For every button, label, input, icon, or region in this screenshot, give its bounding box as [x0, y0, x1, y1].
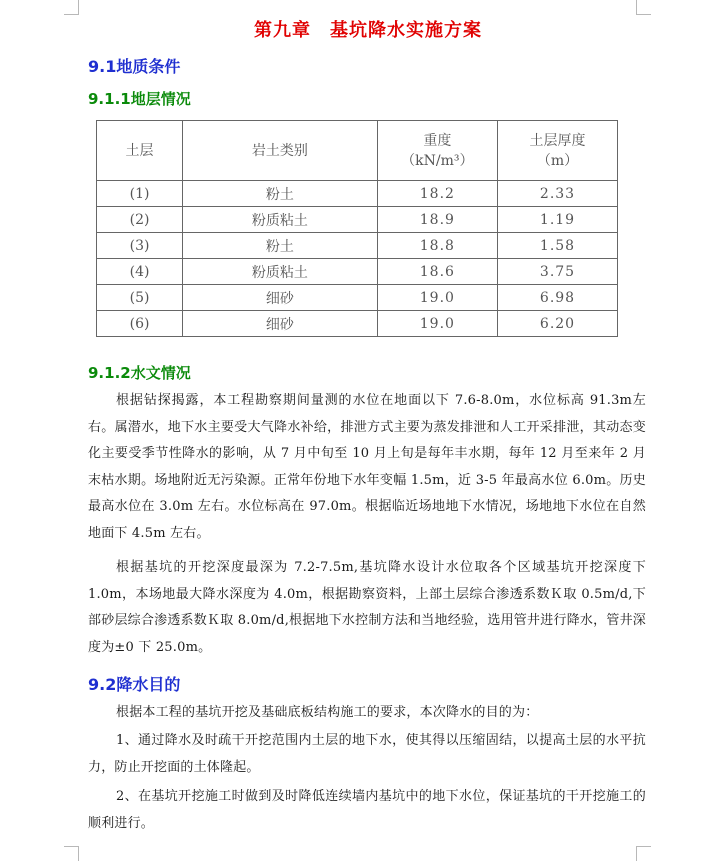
cell-density: 18.6	[377, 259, 497, 285]
table-row	[97, 259, 618, 285]
cell-density: 18.2	[377, 181, 497, 207]
cell-thickness: 2.33	[498, 181, 618, 207]
cell-layer: (3)	[97, 233, 183, 259]
cell-layer: (6)	[97, 311, 183, 337]
cell-density: 18.9	[377, 207, 497, 233]
cell-type: 粉土	[183, 233, 378, 259]
header-rock-type: 岩土类别	[183, 121, 378, 181]
section-heading-geology: 9.1地质条件	[88, 57, 181, 76]
cell-layer: (2)	[97, 207, 183, 233]
header-density-unit: （kN/m³）	[401, 152, 474, 169]
cell-density: 18.8	[377, 233, 497, 259]
cell-layer: (5)	[97, 285, 183, 311]
cell-thickness: 1.58	[498, 233, 618, 259]
cell-type: 粉质粘土	[183, 259, 378, 285]
cell-layer: (4)	[97, 259, 183, 285]
header-thickness-label: 土层厚度	[529, 132, 586, 149]
header-layer: 土层	[97, 121, 183, 181]
subsection-heading-hydrology: 9.1.2水文情况	[88, 364, 191, 382]
paragraph-purpose-intro: 根据本工程的基坑开挖及基础底板结构施工的要求，本次降水的目的为：	[116, 705, 539, 720]
cell-density: 19.0	[377, 285, 497, 311]
paragraph-purpose-2: 2、在基坑开挖施工时做到及时降低连续墙内基坑中的地下水位，保证基坑的干开挖施工的顺利进行。	[88, 789, 646, 831]
table-row	[97, 285, 618, 311]
cell-density: 19.0	[377, 311, 497, 337]
cell-type: 粉土	[183, 181, 378, 207]
strata-table	[96, 120, 618, 337]
header-thickness	[498, 121, 618, 181]
cell-type: 细砂	[183, 285, 378, 311]
header-density	[377, 121, 497, 181]
cell-type: 粉质粘土	[183, 207, 378, 233]
margin-corner-top-left	[64, 0, 79, 15]
table-row	[97, 207, 618, 233]
paragraph-hydrology-1: 根据钻探揭露，本工程勘察期间量测的水位在地面以下 7.6-8.0m，水位标高 91.3m左右。属潜水，地下水主要受大气降水补给，排泄方式主要为蒸发排泄和人工开采排泄，其动态变化主要受季节性降水的影响，从 7 月中旬至 10 月上旬是每年丰水期，每年 12 月至来年 2 月末枯水期。场地附近无污染源。正常年份地下水年变幅 1.5m，近 3-5 年最高水位 6.0m。历史最高水位在 3.0m 左右。水位标高在 97.0m。根据临近场地地下水情况，场地地下水位在自然地面下 4.5m 左右。	[88, 393, 646, 541]
cell-thickness: 1.19	[498, 207, 618, 233]
table-row	[97, 233, 618, 259]
cell-layer: (1)	[97, 181, 183, 207]
section-heading-dewatering-purpose: 9.2降水目的	[88, 675, 181, 694]
paragraph-hydrology-2: 根据基坑的开挖深度最深为 7.2-7.5m,基坑降水设计水位取各个区域基坑开挖深度下1.0m，本场地最大降水深度为 4.0m，根据勘察资料，上部土层综合渗透系数Ｋ取 0.5m/d,下部砂层综合渗透系数Ｋ取 8.0m/d,根据地下水控制方法和当地经验，选用管井进行降水，管井深度为±0 下 25.0m。	[88, 560, 646, 655]
cell-type: 细砂	[183, 311, 378, 337]
cell-thickness: 6.20	[498, 311, 618, 337]
subsection-heading-strata: 9.1.1地层情况	[88, 90, 191, 108]
margin-corner-top-right	[636, 0, 651, 15]
paragraph-purpose-1: 1、通过降水及时疏干开挖范围内土层的地下水，使其得以压缩固结，以提高土层的水平抗力，防止开挖面的土体隆起。	[88, 733, 646, 775]
table-row	[97, 181, 618, 207]
cell-thickness: 6.98	[498, 285, 618, 311]
header-thickness-unit: （m）	[536, 152, 579, 169]
table-row	[97, 311, 618, 337]
cell-thickness: 3.75	[498, 259, 618, 285]
chapter-title: 第九章 基坑降水实施方案	[254, 20, 482, 41]
header-density-label: 重度	[423, 132, 452, 149]
table-header-row	[97, 121, 618, 181]
